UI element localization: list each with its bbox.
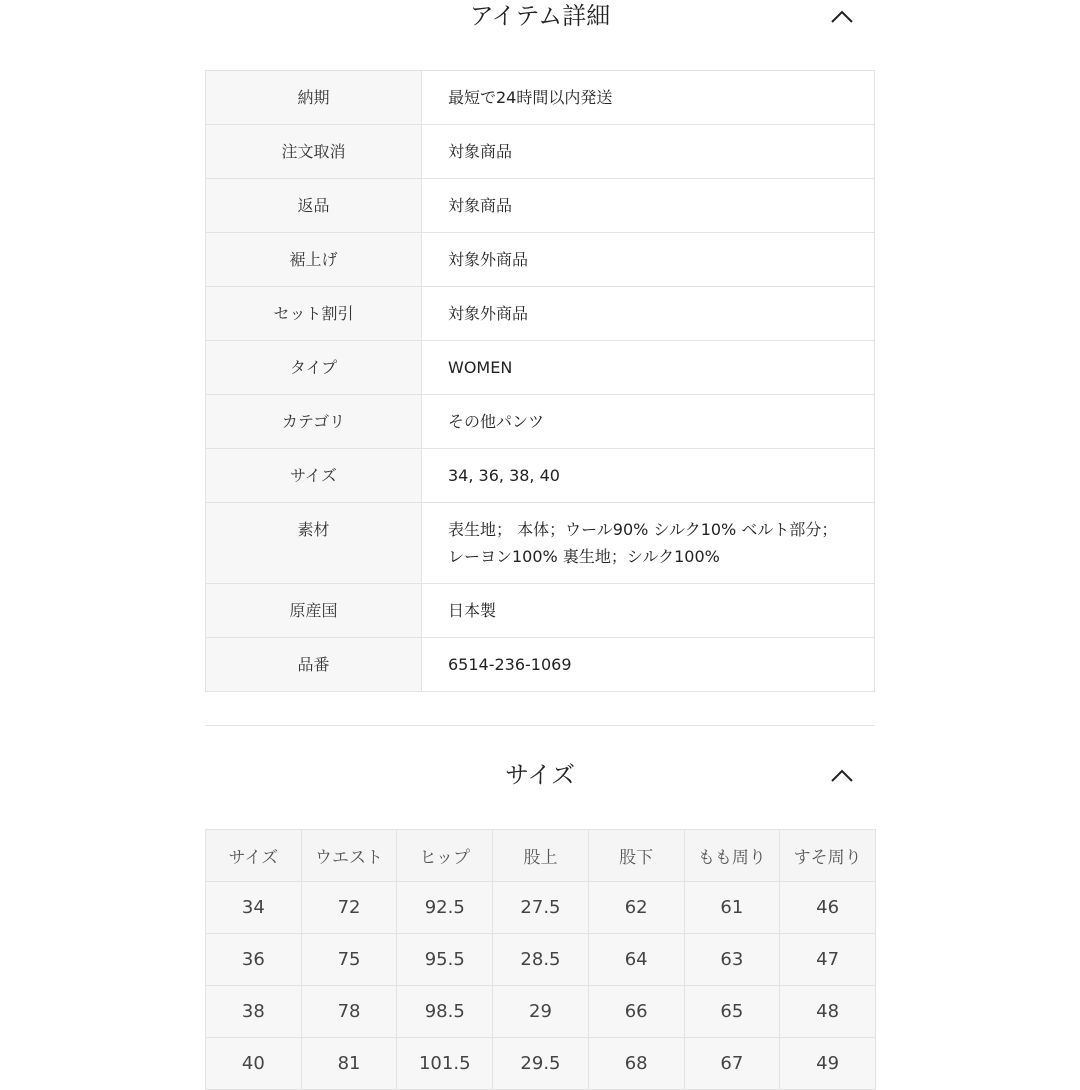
detail-value: 6514-236-1069: [422, 638, 875, 692]
detail-label: 素材: [206, 503, 422, 584]
table-row: [206, 934, 876, 986]
detail-value: 最短で24時間以内発送: [422, 71, 875, 125]
size-section-title: サイズ: [504, 761, 576, 789]
hip-column-header: ヒップ: [397, 830, 493, 882]
table-cell: 28.5: [493, 934, 589, 986]
table-cell: 75: [301, 934, 397, 986]
table-cell: 49: [780, 1038, 876, 1090]
table-cell: 63: [684, 934, 780, 986]
table-cell: 36: [206, 934, 302, 986]
table-row: [206, 503, 875, 584]
detail-label: タイプ: [206, 341, 422, 395]
table-cell: 47: [780, 934, 876, 986]
item-details-table: [205, 70, 875, 692]
table-cell: 38: [206, 986, 302, 1038]
inseam-column-header: 股下: [588, 830, 684, 882]
size-section-header[interactable]: [205, 759, 875, 799]
detail-value: その他パンツ: [422, 395, 875, 449]
table-cell: 65: [684, 986, 780, 1038]
table-cell: 72: [301, 882, 397, 934]
table-cell: 62: [588, 882, 684, 934]
table-row: [206, 395, 875, 449]
detail-value: 対象外商品: [422, 287, 875, 341]
table-cell: 34: [206, 882, 302, 934]
table-cell: 27.5: [493, 882, 589, 934]
detail-label: カテゴリ: [206, 395, 422, 449]
detail-value: 34, 36, 38, 40: [422, 449, 875, 503]
detail-value: 対象商品: [422, 125, 875, 179]
thigh-column-header: もも周り: [684, 830, 780, 882]
table-row: [206, 882, 876, 934]
table-row: [206, 638, 875, 692]
table-row: [206, 341, 875, 395]
table-row: [206, 233, 875, 287]
table-row: [206, 986, 876, 1038]
waist-column-header: ウエスト: [301, 830, 397, 882]
table-cell: 40: [206, 1038, 302, 1090]
table-cell: 67: [684, 1038, 780, 1090]
table-cell: 64: [588, 934, 684, 986]
section-divider: [205, 725, 875, 726]
detail-label: 裾上げ: [206, 233, 422, 287]
hem-column-header: すそ周り: [780, 830, 876, 882]
detail-label: 納期: [206, 71, 422, 125]
size-section-collapse-button[interactable]: [827, 761, 857, 789]
table-cell: 29.5: [493, 1038, 589, 1090]
detail-label: 返品: [206, 179, 422, 233]
table-row: [206, 449, 875, 503]
detail-label: 原産国: [206, 584, 422, 638]
table-cell: 78: [301, 986, 397, 1038]
table-row: [206, 179, 875, 233]
chevron-up-icon: [827, 2, 857, 30]
chevron-up-icon: [827, 761, 857, 789]
size-chart-table: [205, 829, 876, 1090]
size-header-row: [206, 830, 876, 882]
item-details-header[interactable]: [205, 0, 875, 40]
detail-label: サイズ: [206, 449, 422, 503]
table-row: [206, 584, 875, 638]
table-cell: 98.5: [397, 986, 493, 1038]
detail-value: 日本製: [422, 584, 875, 638]
table-cell: 101.5: [397, 1038, 493, 1090]
table-cell: 29: [493, 986, 589, 1038]
detail-label: 注文取消: [206, 125, 422, 179]
size-column-header: サイズ: [206, 830, 302, 882]
table-cell: 95.5: [397, 934, 493, 986]
detail-value: 対象商品: [422, 179, 875, 233]
item-details-title: アイテム詳細: [469, 2, 611, 30]
rise-column-header: 股上: [493, 830, 589, 882]
table-cell: 46: [780, 882, 876, 934]
detail-value: 表生地； 本体；ウール90% シルク10% ベルト部分；レーヨン100% 裏生地；シルク100%: [422, 503, 875, 584]
item-details-collapse-button[interactable]: [827, 2, 857, 30]
table-cell: 68: [588, 1038, 684, 1090]
table-row: [206, 71, 875, 125]
table-cell: 92.5: [397, 882, 493, 934]
detail-label: セット割引: [206, 287, 422, 341]
table-cell: 61: [684, 882, 780, 934]
table-row: [206, 287, 875, 341]
table-cell: 81: [301, 1038, 397, 1090]
detail-label: 品番: [206, 638, 422, 692]
table-row: [206, 1038, 876, 1090]
table-cell: 48: [780, 986, 876, 1038]
detail-value: WOMEN: [422, 341, 875, 395]
detail-value: 対象外商品: [422, 233, 875, 287]
table-row: [206, 125, 875, 179]
table-cell: 66: [588, 986, 684, 1038]
